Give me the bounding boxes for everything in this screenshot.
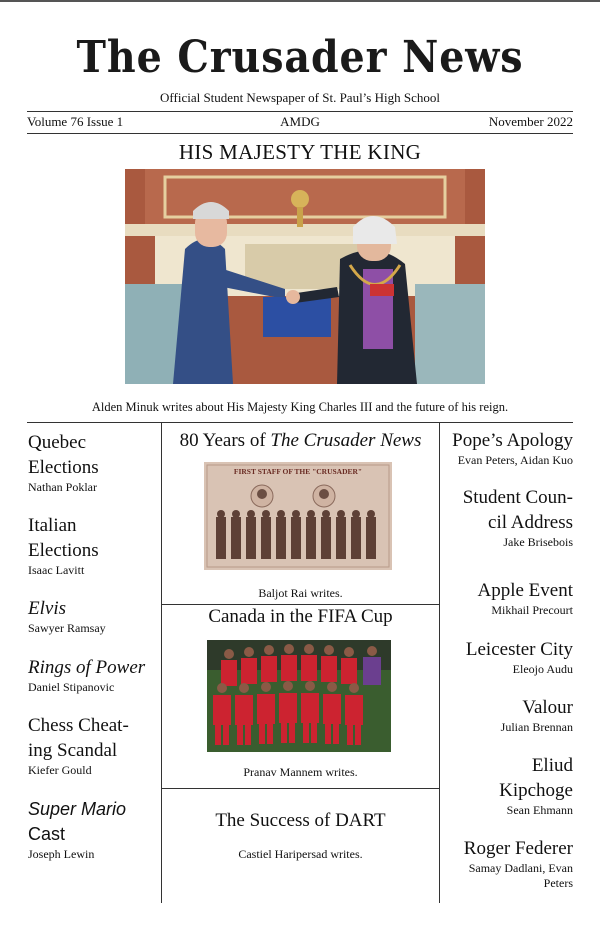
story-chess-cheating-scandal[interactable] xyxy=(28,713,158,778)
story-title: ing Scandal xyxy=(28,740,118,761)
center-divider-2 xyxy=(162,788,439,789)
photo-caption-text: FIRST STAFF OF THE "CRUSADER" xyxy=(233,467,363,476)
story-author: Jake Brisebois xyxy=(503,535,573,549)
issue-motto: AMDG xyxy=(280,114,320,129)
story-author: Samay Dadlani, Evan xyxy=(468,861,573,875)
section-rule xyxy=(27,422,573,423)
story-80-years-byline: Baljot Rai writes. xyxy=(258,586,343,600)
story-author: Joseph Lewin xyxy=(28,847,95,861)
story-title: Apple Event xyxy=(477,580,573,601)
story-title: Cast xyxy=(28,824,66,844)
story-title: Valour xyxy=(522,697,573,718)
issue-bar-bottom-rule xyxy=(27,133,573,134)
story-title: Elections xyxy=(28,540,99,561)
story-author: Isaac Lavitt xyxy=(28,563,85,577)
story-italian-elections[interactable] xyxy=(28,513,158,578)
story-eliud-kipchoge[interactable] xyxy=(433,753,573,818)
story-fifa-title[interactable]: Canada in the FIFA Cup xyxy=(208,606,393,627)
story-title: Kipchoge xyxy=(499,780,573,801)
story-author: Julian Brennan xyxy=(500,720,573,734)
story-author: Eleojo Audu xyxy=(512,662,573,676)
masthead-title: The Crusader News xyxy=(76,32,524,83)
story-title: Leicester City xyxy=(465,639,573,660)
story-quebec-elections[interactable] xyxy=(28,430,158,495)
lead-headline[interactable]: HIS MAJESTY THE KING xyxy=(178,140,422,164)
story-dart-byline: Castiel Haripersad writes. xyxy=(238,847,363,861)
story-popes-apology[interactable] xyxy=(423,428,573,468)
story-author: Daniel Stipanovic xyxy=(28,680,115,694)
issue-volume: Volume 76 Issue 1 xyxy=(27,114,124,129)
lead-caption: Alden Minuk writes about His Majesty King Charles III and the future of his reign. xyxy=(91,400,509,414)
issue-bar xyxy=(27,114,573,130)
story-title: Eliud xyxy=(531,755,573,776)
story-valour[interactable] xyxy=(433,695,573,735)
story-apple-event[interactable] xyxy=(433,578,573,618)
story-title: Elections xyxy=(28,457,99,478)
story-title: Student Coun- xyxy=(462,487,573,508)
story-title: Super Mario xyxy=(28,799,127,819)
story-author: Evan Peters, Aidan Kuo xyxy=(457,453,573,467)
story-elvis[interactable] xyxy=(28,596,158,636)
story-80-years-title[interactable] xyxy=(162,430,439,452)
story-title: cil Address xyxy=(488,512,573,533)
story-dart-title[interactable]: The Success of DART xyxy=(215,810,386,831)
story-author: Kiefer Gould xyxy=(28,763,92,777)
story-fifa-byline: Pranav Mannem writes. xyxy=(243,765,358,779)
story-title: Elvis xyxy=(28,598,66,619)
center-divider-1 xyxy=(162,604,439,605)
team-canada-photo[interactable] xyxy=(207,640,391,752)
story-title-prefix: 80 Years of xyxy=(179,430,271,451)
story-title: Roger Federer xyxy=(463,838,573,859)
issue-bar-top-rule xyxy=(27,111,573,112)
story-super-mario-cast[interactable] xyxy=(28,797,158,862)
story-author: Nathan Poklar xyxy=(28,480,97,494)
issue-date: November 2022 xyxy=(488,114,573,129)
story-leicester-city[interactable] xyxy=(433,637,573,677)
first-staff-photo[interactable] xyxy=(204,462,392,570)
masthead-subtitle: Official Student Newspaper of St. Paul’s High School xyxy=(160,90,440,105)
story-title: Quebec xyxy=(28,432,87,453)
story-author: Sawyer Ramsay xyxy=(28,621,106,635)
lead-photo[interactable] xyxy=(125,169,485,384)
story-rings-of-power[interactable] xyxy=(28,655,158,695)
story-title: Chess Cheat- xyxy=(28,715,129,736)
story-student-council-address[interactable] xyxy=(433,485,573,550)
story-author: Mikhail Precourt xyxy=(491,603,573,617)
story-title: Rings of Power xyxy=(28,657,146,678)
story-title: Pope’s Apology xyxy=(452,430,573,451)
story-author: Sean Ehmann xyxy=(506,803,573,817)
story-roger-federer[interactable] xyxy=(433,836,573,891)
story-author: Peters xyxy=(543,876,573,890)
story-title: Italian xyxy=(28,515,77,536)
story-title-italic: The Crusader News xyxy=(270,430,422,451)
